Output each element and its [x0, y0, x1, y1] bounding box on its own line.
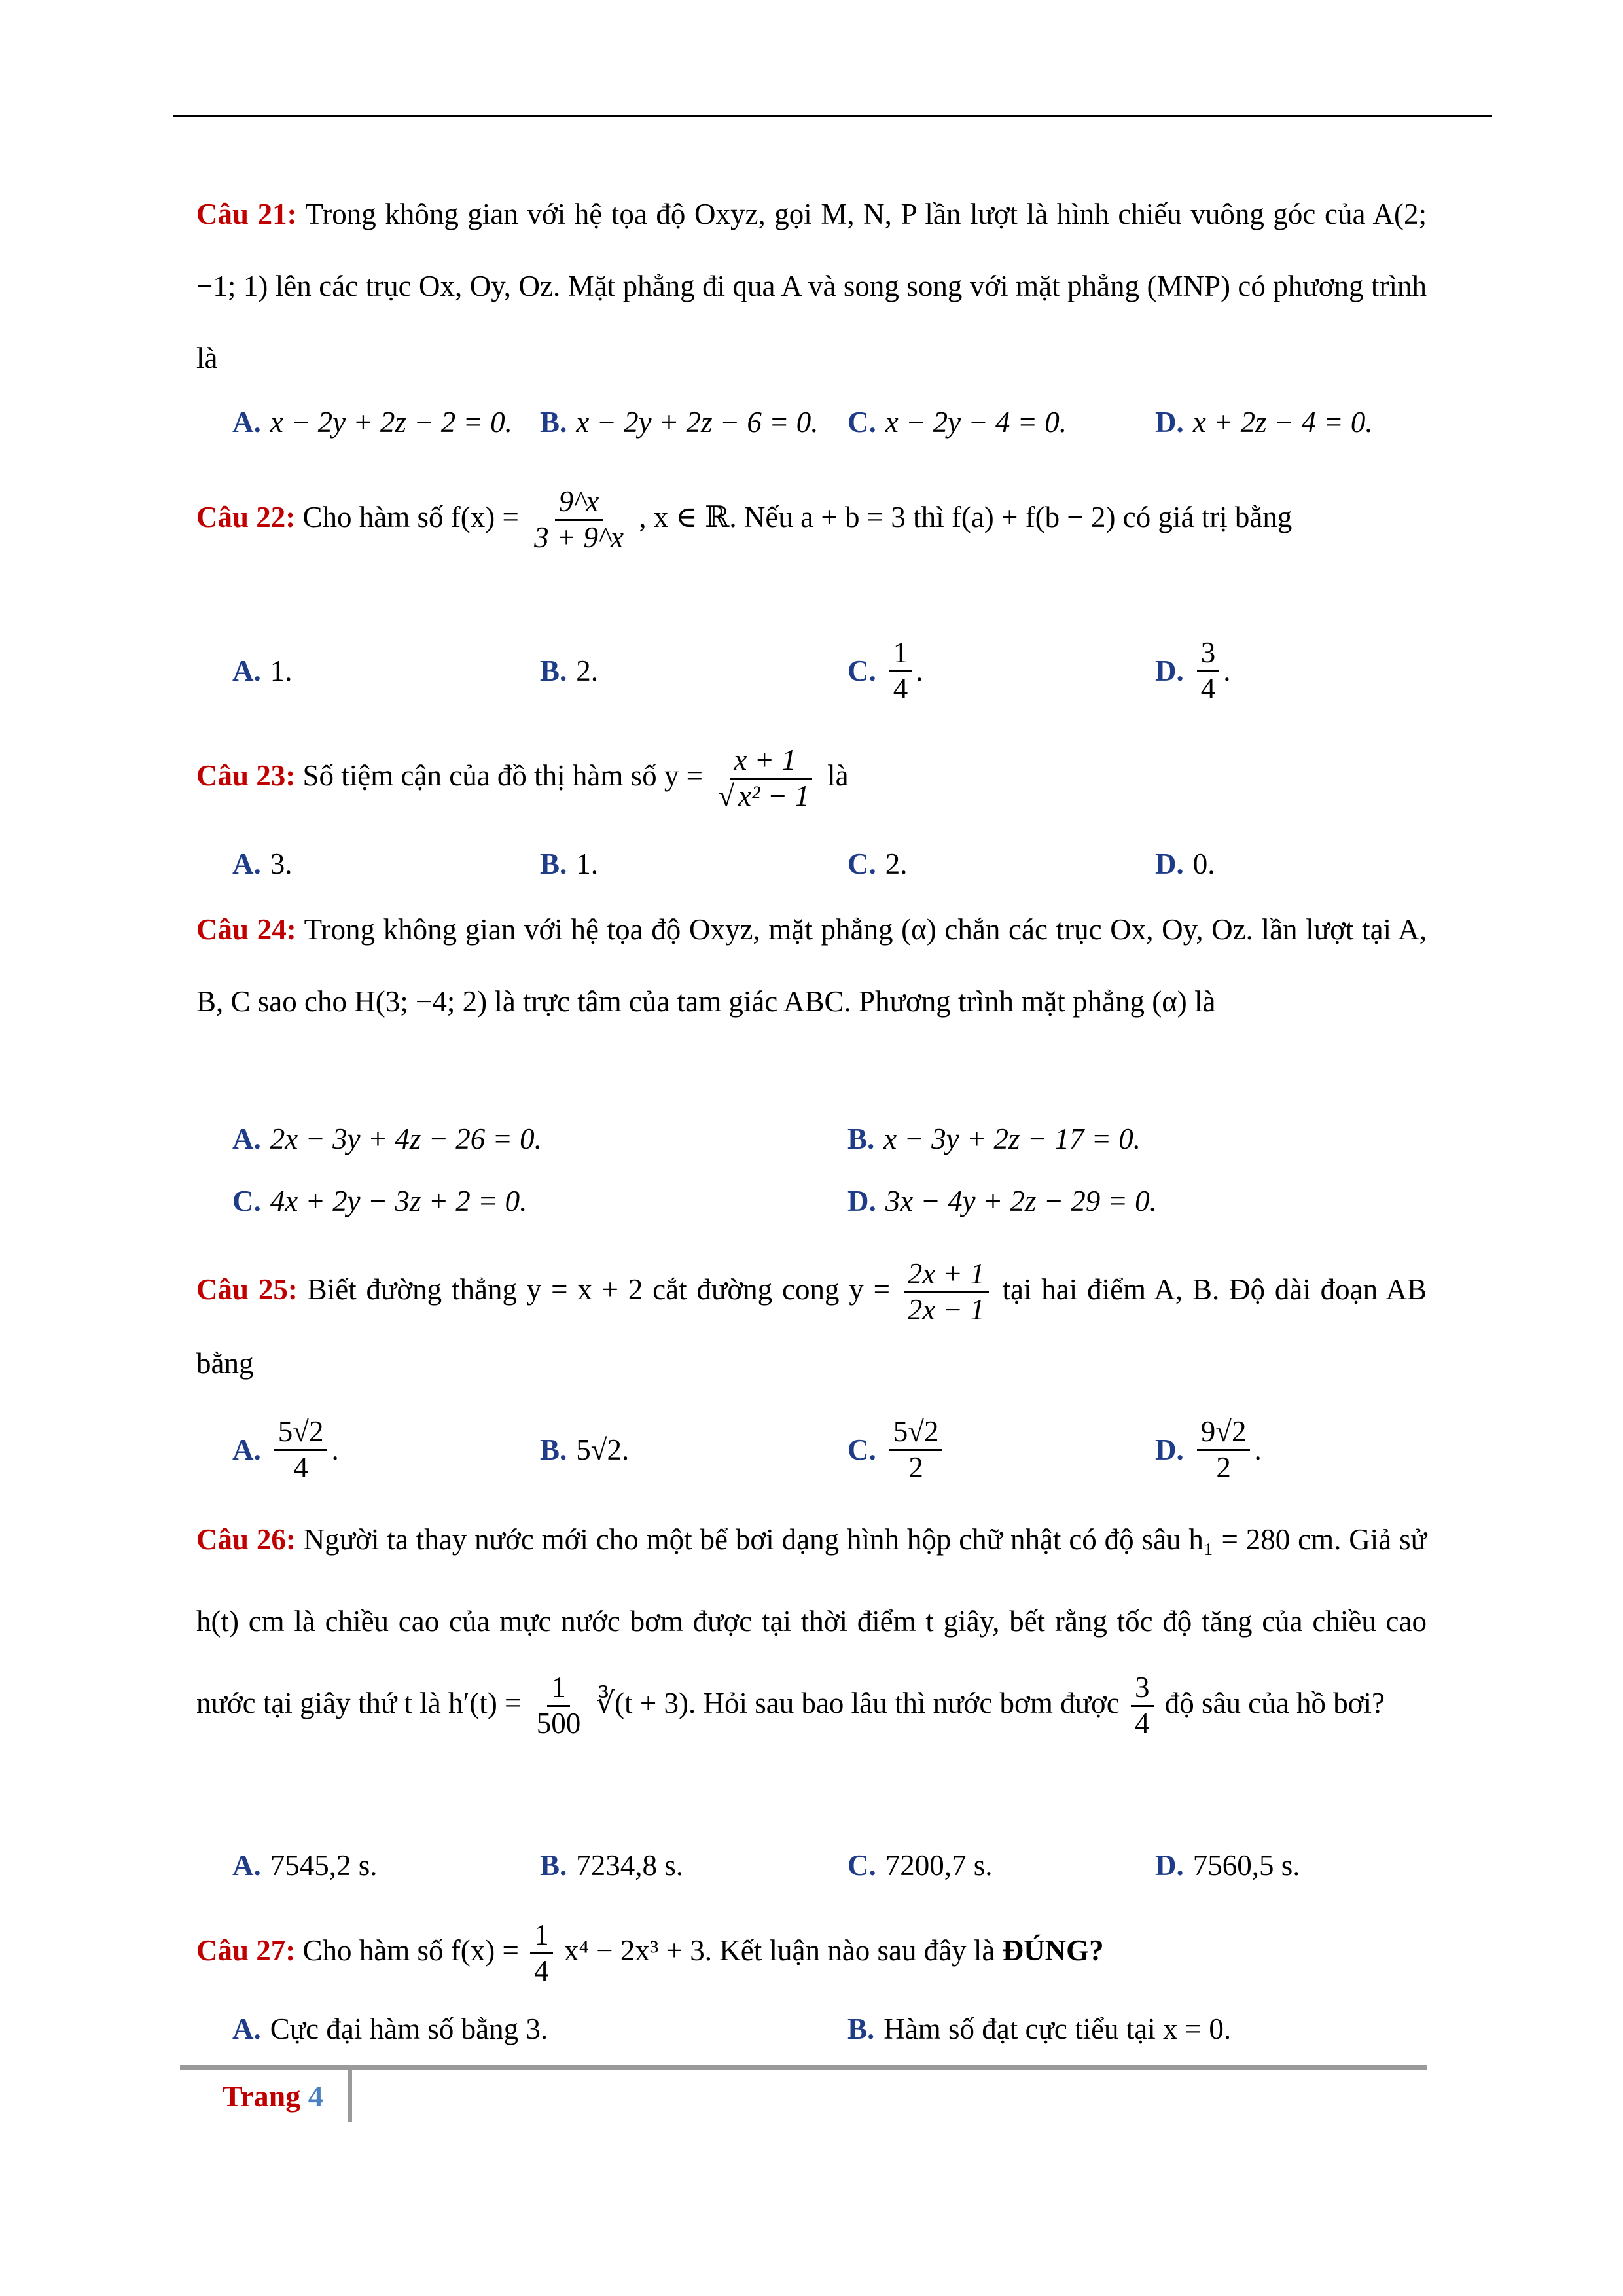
option-b[interactable]: B. x − 3y + 2z − 17 = 0.	[847, 1122, 1141, 1155]
footer-rule	[180, 2065, 1427, 2070]
option-b[interactable]: B. 7234,8 s.	[540, 1849, 684, 1882]
option-b[interactable]: B. x − 2y + 2z − 6 = 0.	[540, 406, 819, 439]
emphasis: ĐÚNG?	[1002, 1934, 1104, 1967]
option-c[interactable]: C. $\frac{5√2}{2}$	[847, 1417, 946, 1482]
question-stem: Cho hàm số f(x) =	[302, 501, 519, 533]
options-23	[232, 831, 1430, 897]
question-label: Câu 24:	[196, 913, 296, 946]
option-b[interactable]: B. 2.	[540, 655, 599, 687]
option-a[interactable]: A. 7545,2 s.	[232, 1849, 378, 1882]
option-d[interactable]: D. 3x − 4y + 2z − 29 = 0.	[847, 1185, 1157, 1217]
question-label: Câu 26:	[196, 1523, 296, 1556]
option-d[interactable]: D. $\frac{9√2}{2}$ .	[1155, 1414, 1262, 1484]
option-a[interactable]: A. 3.	[232, 848, 293, 880]
question-label: Câu 22:	[196, 501, 296, 533]
fraction: $\frac{9\^{}x}{3 + 9\^{}x}$	[534, 485, 624, 554]
option-b[interactable]: B. 1.	[540, 848, 599, 880]
question-label: Câu 21:	[196, 198, 297, 230]
question-27	[196, 1911, 1427, 1990]
option-c[interactable]: C. $\frac{1}{4}$ .	[847, 636, 923, 705]
option-b[interactable]: B. 5√2.	[540, 1433, 630, 1466]
question-label: Câu 25:	[196, 1273, 298, 1306]
option-a[interactable]: A. 1.	[232, 655, 293, 687]
option-d[interactable]: D. 7560,5 s.	[1155, 1849, 1300, 1882]
question-stem: Trong không gian với hệ tọa độ Oxyz, gọi M, N, P lần lượt là hình chiếu vuông góc của A(2; −1; 1) lên các trục Ox, Oy, Oz. Mặt phẳng đi qua A và song song với mặt phẳng (MNP) có phương trình là	[196, 198, 1427, 374]
fraction: $\frac{1}{500}$	[536, 1671, 581, 1740]
option-d[interactable]: D. 0.	[1155, 848, 1215, 880]
page-footer	[223, 2073, 323, 2119]
question-23	[196, 740, 1427, 814]
option-b[interactable]: B. Hàm số đạt cực tiểu tại x = 0.	[847, 2013, 1232, 2045]
option-a[interactable]: A. Cực đại hàm số bằng 3.	[232, 2013, 548, 2045]
question-stem: Số tiệm cận của đồ thị hàm số y =	[302, 759, 704, 792]
question-21	[196, 178, 1427, 394]
question-24	[196, 893, 1427, 1037]
question-stem-cont: tại hai điểm A, B. Độ dài đoạn AB bằng	[196, 1273, 1427, 1380]
question-25	[196, 1253, 1427, 1399]
fraction: $\frac{x + 1}{\text{√ x² − 1}}$	[714, 744, 816, 814]
option-c[interactable]: C. 2.	[847, 848, 908, 880]
options-24-row1	[232, 1106, 1430, 1172]
question-stem-cont: là	[827, 759, 849, 792]
options-22	[232, 638, 1430, 704]
fraction: $\frac{2x + 1}{2x - 1}$	[904, 1257, 989, 1327]
question-stem-cont: x⁴ − 2x³ + 3. Kết luận nào sau đây là	[563, 1934, 995, 1967]
options-25	[232, 1414, 1430, 1484]
option-a[interactable]: A. $\frac{5√2}{4}$ .	[232, 1414, 339, 1484]
question-26	[196, 1499, 1427, 1744]
options-21	[232, 389, 1430, 455]
question-stem-end: độ sâu của hồ bơi?	[1164, 1687, 1385, 1719]
fraction: $\frac{1}{4}$	[530, 1918, 553, 1988]
options-24-row2	[232, 1168, 1430, 1234]
question-stem-cont: , x ∈ ℝ. Nếu a + b = 3 thì f(a) + f(b − 2) có giá trị bằng	[639, 501, 1293, 533]
question-label: Câu 23:	[196, 759, 296, 792]
header-rule	[173, 115, 1492, 117]
option-d[interactable]: D. x + 2z − 4 = 0.	[1155, 406, 1373, 439]
question-stem: Trong không gian với hệ tọa độ Oxyz, mặt phẳng (α) chắn các trục Ox, Oy, Oz. lần lượt tại A, B, C sao cho H(3; −4; 2) là trực tâm của tam giác ABC. Phương trình mặt phẳng (α) là	[196, 913, 1427, 1018]
question-stem: Cho hàm số f(x) =	[302, 1934, 519, 1967]
question-stem: Biết đường thẳng y = x + 2 cắt đường cong y =	[307, 1273, 890, 1306]
question-stem: Người ta thay nước mới cho một bể bơi dạng hình hộp chữ nhật có độ sâu h₁ = 280 cm. Giả sử h(t) cm là chiều cao của mực nước bơm được tại thời điểm t giây, bết rằng tốc độ tăng của chiều cao nước tại giây thứ t là h′(t) =	[196, 1523, 1427, 1719]
footer-separator	[348, 2070, 352, 2122]
option-d[interactable]: D. $\frac{3}{4}$ .	[1155, 636, 1231, 705]
page-number: 4	[308, 2079, 323, 2113]
option-c[interactable]: C. x − 2y − 4 = 0.	[847, 406, 1067, 439]
option-c[interactable]: C. 4x + 2y − 3z + 2 = 0.	[232, 1185, 527, 1217]
fraction: $\frac{3}{4}$	[1131, 1671, 1154, 1741]
option-a[interactable]: A. x − 2y + 2z − 2 = 0.	[232, 406, 512, 439]
question-22	[196, 481, 1427, 555]
question-label: Câu 27:	[196, 1934, 296, 1967]
option-c[interactable]: C. 7200,7 s.	[847, 1849, 993, 1882]
option-a[interactable]: A. 2x − 3y + 4z − 26 = 0.	[232, 1122, 542, 1155]
question-stem-cont: ∛(t + 3). Hỏi sau bao lâu thì nước bơm được	[596, 1687, 1120, 1719]
options-27	[232, 1996, 1430, 2062]
page-label: Trang	[223, 2079, 301, 2113]
options-26	[232, 1833, 1430, 1898]
